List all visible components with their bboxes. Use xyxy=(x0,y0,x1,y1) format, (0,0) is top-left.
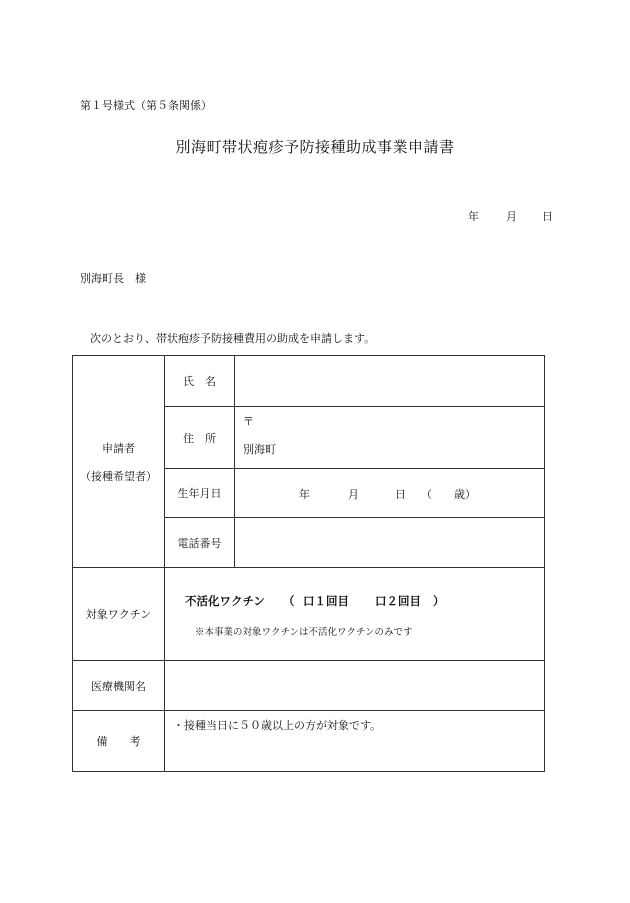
applicant-cell xyxy=(73,356,165,568)
vaccine-label: 対象ワクチン xyxy=(73,568,165,661)
birthdate-label: 生年月日 xyxy=(165,469,235,518)
birthdate-month: 月 xyxy=(348,488,359,501)
phone-field[interactable] xyxy=(235,518,545,568)
address-prefix: 別海町 xyxy=(243,443,276,456)
date-line xyxy=(468,208,553,224)
dose-2-checkbox[interactable]: 口２回目 xyxy=(375,594,421,608)
applicant-sub-label: （接種希望者） xyxy=(80,469,157,483)
birthdate-age: （ 歳） xyxy=(421,488,476,501)
clinic-field[interactable] xyxy=(165,661,545,711)
name-label: 氏 名 xyxy=(165,356,235,407)
clinic-label: 医療機関名 xyxy=(73,661,165,711)
birthdate-year: 年 xyxy=(299,488,310,501)
date-year: 年 xyxy=(468,210,479,223)
intro-text: 次のとおり、帯状疱疹予防接種費用の助成を申請します。 xyxy=(90,332,376,345)
application-table xyxy=(72,355,545,772)
vaccine-note: ※本事業の対象ワクチンは不活化ワクチンのみです xyxy=(195,627,413,638)
phone-label: 電話番号 xyxy=(165,518,235,568)
paren-open: （ xyxy=(283,594,295,608)
vaccine-cell xyxy=(165,568,545,661)
remarks-text: ・接種当日に５０歳以上の方が対象です。 xyxy=(173,719,382,732)
address-field[interactable] xyxy=(235,407,545,469)
addressee: 別海町長 様 xyxy=(80,272,146,285)
postal-mark: 〒 xyxy=(243,415,254,428)
birthdate-field[interactable] xyxy=(235,469,545,518)
date-day: 日 xyxy=(542,210,553,223)
document-title: 別海町帯状疱疹予防接種助成事業申請書 xyxy=(175,138,455,156)
vaccine-name: 不活化ワクチン xyxy=(185,594,265,608)
name-field[interactable] xyxy=(235,356,545,407)
date-month: 月 xyxy=(506,210,517,223)
applicant-label: 申請者 xyxy=(102,441,135,455)
birthdate-day: 日 xyxy=(395,488,406,501)
address-label: 住 所 xyxy=(165,407,235,469)
form-number: 第１号様式（第５条関係） xyxy=(80,99,212,112)
remarks-cell xyxy=(165,711,545,772)
paren-close: ） xyxy=(433,594,445,608)
dose-1-checkbox[interactable]: 口１回目 xyxy=(303,594,349,608)
remarks-label: 備 考 xyxy=(73,711,165,772)
